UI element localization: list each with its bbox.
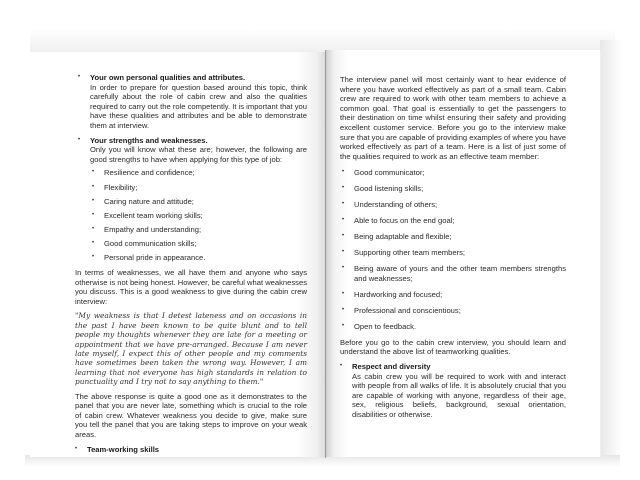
paragraph: In terms of weaknesses, we all have them and anyone who says otherwise is not being honest. However, be careful what weaknesses you discuss. This is a good weakness to give during the cabin crew interview: [75,268,307,306]
paragraph: The above response is quite a good one as it demonstrates to the panel that you are never late, something which is crucial to the role of cabin crew. Whatever weakness you decide to give, make sure you tell the panel that you are taking steps to improve on your weak areas. [75,391,307,440]
section-respect [340,362,566,420]
paragraph: The interview panel will most certainly want to hear evidence of where you have worked effectively as part of a small team. Cabin crew are required to work with other team members to achieve a common goal. That goal is essentially to get the passengers to their destination on time whilst ensuring their safety and providing excellent customer service. Before you go to the interview make sure that you are capable of providing examples of where you have worked effectively as part of a team. Here is a list of just some of the qualities required to work as an effective team member: [340,75,566,161]
list-item: • Able to focus on the end goal; [340,216,566,226]
section-heading: Your strengths and weaknesses. [90,135,208,145]
list-item: • Resilience and confidence; [90,168,307,178]
list-item: • Being adaptable and flexible; [340,232,566,242]
paragraph: Before you go to the cabin crew interview, you should learn and understand the above list of teamworking qualities. [340,337,566,357]
section-heading: Your own personal qualities and attributes. [90,73,246,82]
list-item: • Caring nature and attitude; [90,197,307,207]
list-item: • Empathy and understanding; [90,225,307,235]
section-body: As cabin crew you will be required to work with and interact with people from all walks of life. It is absolutely crucial that you are capable of working with anyone, regardless of their age, sex, religious beliefs, background, sexual orientation, disabilities or otherwise. [352,371,566,419]
list-item: • Supporting other team members; [340,248,566,258]
list-item: • Good communication skills; [90,239,307,249]
section-heading: Respect and diversity [352,361,431,371]
section-body: Only you will know what these are; however, the following are good strengths to have when applying for this type of job: [90,145,307,164]
right-page-text [340,75,566,425]
list-item: • Good communicator; [340,168,566,178]
left-page-lower-text [75,268,307,454]
section-qualities [78,73,307,131]
page-edges [600,40,622,460]
quote: "My weakness is that I detest lateness and on occasions in the past I have been known to be quite blunt and to tell people my thoughts whenever they are late for a meeting or appointment that we have pre-arranged. Because I am never late myself, I expect this of other people and my comments have sometimes been taken the wrong way. However, I am learning that not everyone has high standards in relation to punctuality and I try not to say anything to them." [75,311,307,387]
section-team [75,445,307,455]
list-item: • Understanding of others; [340,200,566,210]
list-item: • Hardworking and focused; [340,290,566,300]
left-page-text [75,73,307,459]
list-item: • Being aware of yours and the other team members strengths and weaknesses; [340,264,566,283]
section-strengths [78,136,307,264]
section-body: In order to prepare for question based around this topic, think carefully about the role of cabin crew and also the qualities required to carry out the role competently. It is important that you have these qualities and attributes and be able to demonstrate them at interview. [90,82,307,130]
section-heading: Team-working skills [87,444,160,454]
list-item: • Flexibility; [90,183,307,193]
list-item: • Good listening skills; [340,184,566,194]
list-item: • Professional and conscientious; [340,306,566,316]
list-item: • Personal pride in appearance. [90,253,307,263]
list-item: • Open to feedback. [340,322,566,332]
list-item: • Excellent team working skills; [90,211,307,221]
book-spine [325,50,326,458]
